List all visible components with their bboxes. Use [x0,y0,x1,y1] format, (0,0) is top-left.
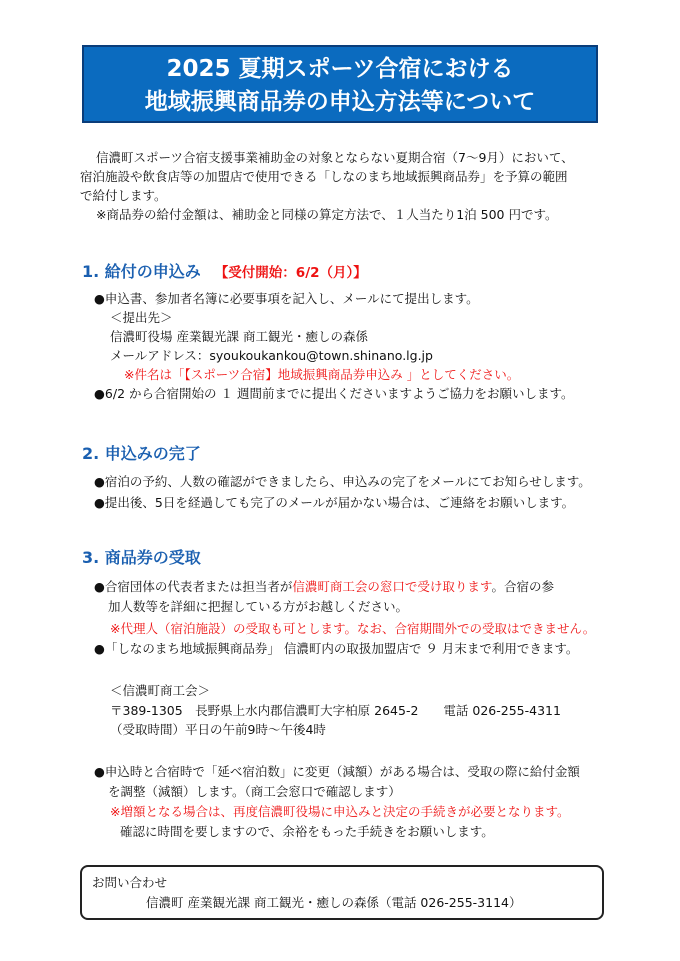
section2-heading: 2. 申込みの完了 [82,444,201,463]
section3-bullet-1-line2: 加人数等を詳細に把握している方がお越しください。 [108,599,409,614]
section3-bullet-3: ●申込時と合宿時で「延べ宿泊数」に変更（減額）がある場合は、受取の際に給付金額 [94,764,580,779]
section1-bullet-1: ●申込書、参加者名簿に必要事項を記入し、メールにて提出します。 [94,291,479,306]
intro-line-3: で給付します。 [80,188,167,203]
bullet1-pre: ●合宿団体の代表者または担当者が [94,579,293,594]
intro-line-2: 宿泊施設や飲食店等の加盟店で使用できる「しなのまち地域振興商品券」を予算の範囲 [80,169,568,184]
section3-bullet-2: ●「しなのまち地域振興商品券」 信濃町内の取扱加盟店で ９ 月末まで利用できます。 [94,641,579,656]
bullet1-post: 。合宿の参 [491,579,554,594]
section1-note: 【受付開始：6/2（月）】 [214,265,367,281]
section2-bullet-2: ●提出後、5日を経過しても完了のメールが届かない場合は、ご連絡をお願いします。 [94,495,575,510]
section2-bullet-1: ●宿泊の予約、人数の確認ができましたら、申込みの完了をメールにてお知らせします。 [94,474,591,489]
subject-note: ※件名は「【スポーツ合宿】地域振興商品券申込み 」としてください。 [124,367,520,382]
intro-note: ※商品券の給付金額は、補助金と同様の算定方法で、１人当たり1泊 500 円です。 [96,207,558,222]
increase-note-line2: 確認に時間を要しますので、余裕をもった手続きをお願いします。 [120,824,494,839]
contact-box [80,865,604,920]
submit-label: ＜提出先＞ [110,310,173,325]
section1-heading [82,259,367,282]
bullet1-red: 信濃町商工会の窓口で受け取ります [292,579,492,594]
section3-heading: 3. 商品券の受取 [82,548,201,567]
title-line-1: 2025 夏期スポーツ合宿における [166,56,514,82]
contact-label: お問い合わせ [92,875,168,890]
submit-email: メールアドレス：syoukoukankou@town.shinano.lg.jp [110,348,433,363]
section3-bullet-1 [94,579,554,595]
increase-note: ※増額となる場合は、再度信濃町役場に申込みと決定の手続きが必要となります。 [110,804,570,819]
contact-detail: 信濃町 産業観光課 商工観光・癒しの森係（電話 026-255-3114） [146,895,522,910]
submit-dept: 信濃町役場 産業観光課 商工観光・癒しの森係 [110,329,368,344]
title-banner [82,45,598,123]
office-label: ＜信濃町商工会＞ [110,683,211,698]
intro-line-1: 信濃町スポーツ合宿支援事業補助金の対象とならない夏期合宿（7～9月）において、 [96,150,574,165]
office-address: 〒389-1305 長野県上水内郡信濃町大字柏原 2645-2 電話 026-255-4311 [110,703,561,718]
title-line-2: 地域振興商品券の申込方法等について [144,89,536,115]
section3-bullet-3-line2: を調整（減額）します。（商工会窓口で確認します） [108,784,401,799]
section1-title: 1. 給付の申込み [82,262,201,281]
office-hours: （受取時間）平日の午前9時～午後4時 [110,722,326,737]
section1-bullet-2: ●6/2 から合宿開始の １ 週間前までに提出くださいますようご協力をお願いします。 [94,386,574,401]
proxy-note: ※代理人（宿泊施設）の受取も可とします。なお、合宿期間外での受取はできません。 [110,621,596,636]
